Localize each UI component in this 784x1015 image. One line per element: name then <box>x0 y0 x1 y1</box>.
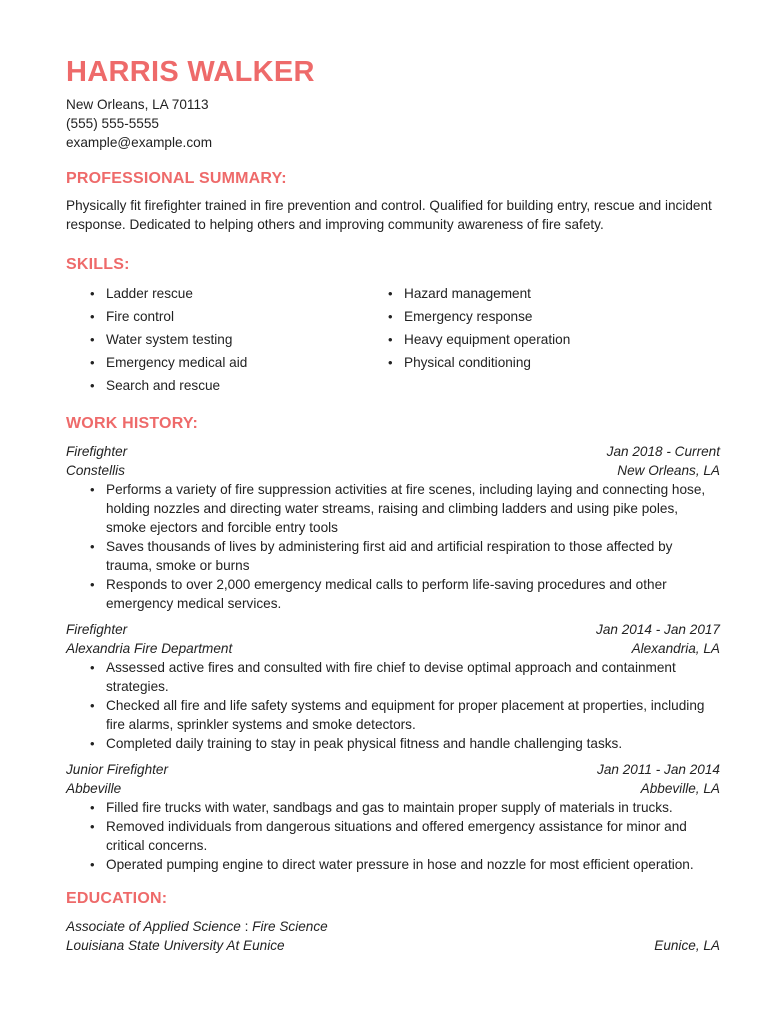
job-duty: • Responds to over 2,000 emergency medical calls to perform life-saving procedures and other emergency medical services. <box>90 575 720 613</box>
skill-item: • Physical conditioning <box>388 353 688 372</box>
job-duties <box>66 798 720 874</box>
degree-separator: : <box>240 919 253 934</box>
job-duty: • Checked all fire and life safety systems and equipment for proper placement at properties, including fire alarms, sprinkler systems and smoke detectors. <box>90 696 720 734</box>
phone: (555) 555-5555 <box>66 116 159 131</box>
job-company: Constellis <box>66 463 125 478</box>
education-section <box>66 890 720 955</box>
skills-list <box>66 284 720 395</box>
summary-heading: PROFESSIONAL SUMMARY: <box>66 170 287 187</box>
job-title: Firefighter <box>66 444 128 459</box>
job-title: Firefighter <box>66 622 128 637</box>
job-entry <box>66 442 720 613</box>
contact-info <box>66 95 720 152</box>
job-duty: • Completed daily training to stay in peak physical fitness and handle challenging tasks. <box>90 734 720 753</box>
job-duties <box>66 658 720 753</box>
resume-header <box>66 55 720 152</box>
job-title: Junior Firefighter <box>66 762 168 777</box>
job-entry <box>66 620 720 753</box>
school-location: Eunice, LA <box>654 938 720 953</box>
school-name: Louisiana State University At Eunice <box>66 938 285 953</box>
skill-item: • Heavy equipment operation <box>388 330 688 349</box>
job-company: Abbeville <box>66 781 122 796</box>
job-duties <box>66 480 720 613</box>
job-duty: • Operated pumping engine to direct water pressure in hose and nozzle for most efficient operation. <box>90 855 720 874</box>
job-duty: • Performs a variety of fire suppression activities at fire scenes, including laying and connecting hose, holding nozzles and directing water streams, raising and climbing ladders and using pike poles, smoke ejectors and forcible entry tools <box>90 480 720 537</box>
job-duty: • Assessed active fires and consulted with fire chief to devise optimal approach and containment strategies. <box>90 658 720 696</box>
job-location: Abbeville, LA <box>640 781 720 796</box>
skills-heading: SKILLS: <box>66 256 130 273</box>
candidate-name: HARRIS WALKER <box>66 56 315 88</box>
education-heading: EDUCATION: <box>66 890 168 907</box>
skill-item: • Emergency medical aid <box>90 353 388 372</box>
summary-text: Physically fit firefighter trained in fire prevention and control. Qualified for building entry, rescue and incident response. Dedicated to helping others and improving community awareness of fire safety. <box>66 198 712 232</box>
summary-section <box>66 170 720 234</box>
job-duty: • Saves thousands of lives by administering first aid and artificial respiration to those affected by trauma, smoke or burns <box>90 537 720 575</box>
job-location: Alexandria, LA <box>631 641 720 656</box>
skill-item: • Fire control <box>90 307 388 326</box>
email: example@example.com <box>66 135 213 150</box>
skill-item: • Water system testing <box>90 330 388 349</box>
address: New Orleans, LA 70113 <box>66 97 209 112</box>
work-history-heading: WORK HISTORY: <box>66 415 199 432</box>
skill-item: • Ladder rescue <box>90 284 388 303</box>
education-entry <box>66 917 720 955</box>
skills-section <box>66 256 720 395</box>
job-dates: Jan 2011 - Jan 2014 <box>597 762 720 777</box>
job-dates: Jan 2018 - Current <box>606 444 720 459</box>
job-entry <box>66 760 720 874</box>
job-duty: • Removed individuals from dangerous situations and offered emergency assistance for minor and critical concerns. <box>90 817 720 855</box>
job-duty: • Filled fire trucks with water, sandbags and gas to maintain proper supply of materials in trucks. <box>90 798 720 817</box>
job-location: New Orleans, LA <box>617 463 720 478</box>
skill-item: • Search and rescue <box>90 376 388 395</box>
field-of-study: Fire Science <box>252 919 328 934</box>
job-company: Alexandria Fire Department <box>66 641 233 656</box>
job-dates: Jan 2014 - Jan 2017 <box>596 622 720 637</box>
skill-item: • Hazard management <box>388 284 688 303</box>
skill-item: • Emergency response <box>388 307 688 326</box>
degree: Associate of Applied Science <box>66 919 241 934</box>
work-history-section <box>66 415 720 874</box>
